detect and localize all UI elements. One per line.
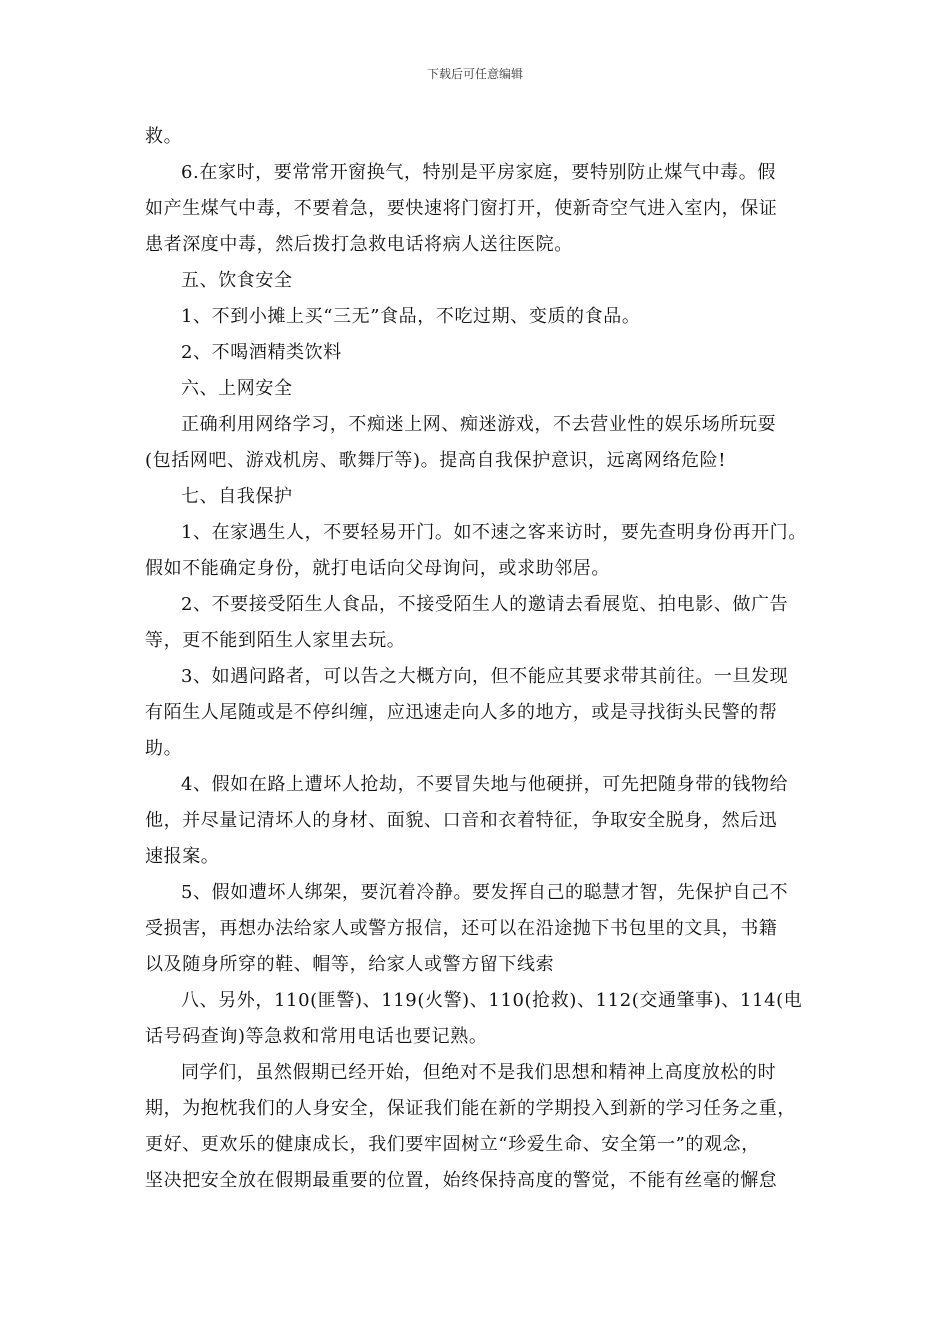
paragraph-protection-1 (145, 515, 810, 587)
text-line: 假如不能确定身份，就打电话向父母询问，或求助邻居。 (145, 558, 610, 579)
text-line: 6.在家时，要常常开窗换气，特别是平房家庭，要特别防止煤气中毒。假 (181, 162, 776, 183)
text-line: 2、不喝酒精类饮料 (181, 342, 342, 363)
paragraph-internet (145, 407, 810, 479)
text-line: 同学们，虽然假期已经开始，但绝对不是我们思想和精神上高度放松的时 (181, 1062, 777, 1083)
text-line: 坚决把安全放在假期最重要的位置，始终保持高度的警觉，不能有丝毫的懈怠 (145, 1170, 778, 1191)
text-line: 正确利用网络学习，不痴迷上网、痴迷游戏，不去营业性的娱乐场所玩耍 (181, 414, 777, 435)
paragraph-protection-5 (145, 875, 810, 983)
text-line: 4、假如在路上遭坏人抢劫，不要冒失地与他硬拼，可先把随身带的钱物给 (181, 774, 789, 795)
paragraph-protection-3 (145, 659, 810, 767)
text-line: 3、如遇问路者，可以告之大概方向，但不能应其要求带其前往。一旦发现 (181, 666, 789, 687)
paragraph-gas-safety (145, 155, 810, 263)
text-line: 五、饮食安全 (181, 270, 293, 291)
paragraph-food-1 (145, 299, 810, 335)
paragraph-continuation (145, 119, 810, 155)
paragraph-protection-4 (145, 767, 810, 875)
text-line: 等，更不能到陌生人家里去玩。 (145, 630, 406, 651)
text-line: 以及随身所穿的鞋、帽等，给家人或警方留下线索 (145, 954, 555, 975)
text-line: 有陌生人尾随或是不停纠缠，应迅速走向人多的地方，或是寻找街头民警的帮 (145, 702, 778, 723)
text-line: 速报案。 (145, 846, 220, 867)
text-line: 1、在家遇生人，不要轻易开门。如不速之客来访时，要先查明身份再开门。 (181, 522, 807, 543)
text-line: (包括网吧、游戏机房、歌舞厅等)。提高自我保护意识，远离网络危险! (145, 450, 727, 471)
paragraph-protection-2 (145, 587, 810, 659)
text-line: 六、上网安全 (181, 378, 293, 399)
text-line: 七、自我保护 (181, 486, 293, 507)
section-heading-internet (145, 371, 810, 407)
text-line: 受损害，再想办法给家人或警方报信，还可以在沿途抛下书包里的文具，书籍 (145, 918, 778, 939)
text-line: 更好、更欢乐的健康成长，我们要牢固树立“珍爱生命、安全第一”的观念， (145, 1134, 760, 1155)
document-body (145, 119, 810, 1199)
section-heading-food (145, 263, 810, 299)
text-line: 期，为抱枕我们的人身安全，保证我们能在新的学期投入到新的学习任务之重， (145, 1098, 796, 1119)
page-header-note: 下载后可任意编辑 (426, 67, 523, 81)
text-line: 5、假如遭坏人绑架，要沉着冷静。要发挥自己的聪慧才智，先保护自己不 (181, 882, 789, 903)
text-line: 话号码查询)等急救和常用电话也要记熟。 (145, 1026, 488, 1047)
text-line: 救。 (145, 126, 183, 147)
paragraph-food-2 (145, 335, 810, 371)
text-line: 助。 (145, 738, 183, 759)
paragraph-emergency-numbers (145, 983, 810, 1055)
text-line: 2、不要接受陌生人食品，不接受陌生人的邀请去看展览、拍电影、做广告 (181, 594, 789, 615)
text-line: 如产生煤气中毒，不要着急，要快速将门窗打开，使新奇空气进入室内，保证 (145, 198, 778, 219)
section-heading-self-protection (145, 479, 810, 515)
text-line: 患者深度中毒，然后拨打急救电话将病人送往医院。 (145, 234, 573, 255)
text-line: 他，并尽量记清坏人的身材、面貌、口音和衣着特征，争取安全脱身，然后迅 (145, 810, 778, 831)
text-line: 八、另外，110(匪警)、119(火警)、110(抢救)、112(交通肇事)、114(电 (181, 990, 803, 1011)
text-line: 1、不到小摊上买“三无”食品，不吃过期、变质的食品。 (181, 306, 641, 327)
paragraph-closing (145, 1055, 810, 1199)
